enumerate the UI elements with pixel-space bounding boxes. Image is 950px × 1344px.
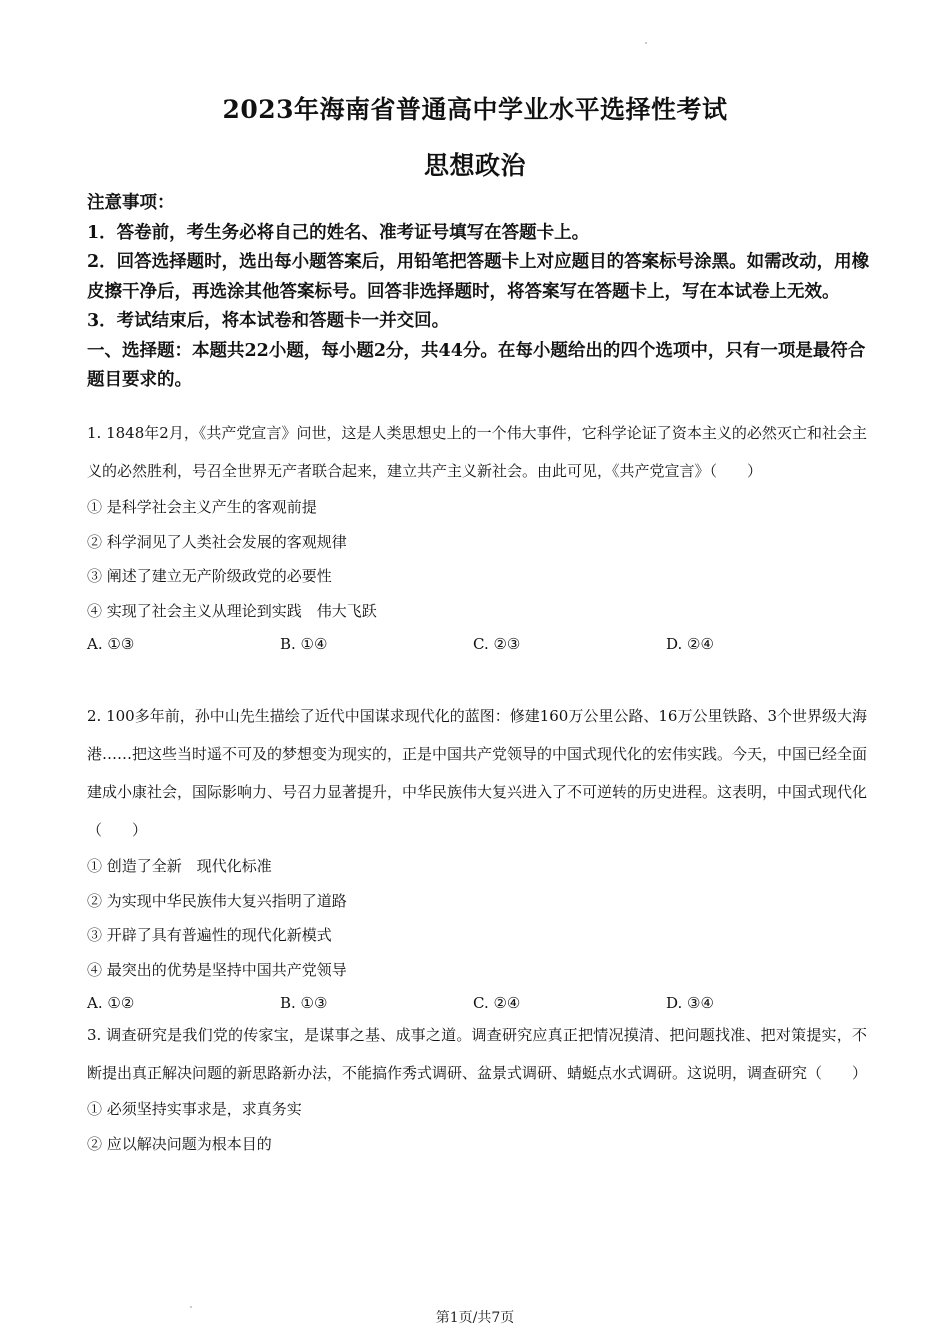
notice-item: 3．考试结束后，将本试卷和答题卡一并交回。: [87, 311, 450, 331]
scan-speck: [645, 42, 647, 44]
question-3: [87, 1016, 867, 1161]
section-heading: 一、选择题：本题共22小题，每小题2分，共44分。在每小题给出的四个选项中，只有一项是最符合题目要求的。: [87, 340, 866, 390]
subject-title: 思想政治: [423, 151, 526, 180]
notice-item: 2．回答选择题时，选出每小题答案后，用铅笔把答题卡上对应题目的答案标号涂黑。如需改动，用橡皮擦干净后，再选涂其他答案标号。回答非选择题时，将答案写在答题卡上，写在本试卷上无效。: [87, 252, 870, 302]
question-stem: 1. 1848年2月，《共产党宣言》问世，这是人类思想史上的一个伟大事件，它科学论证了资本主义的必然灭亡和社会主义的必然胜利，号召全世界无产者联合起来，建立共产主义新社会。由此可见，《共产党宣言》（ ）: [87, 424, 867, 480]
choice-d: D. ③④: [666, 994, 714, 1012]
choice-c: C. ②④: [473, 994, 521, 1012]
question-option: ② 应以解决问题为根本目的: [87, 1134, 272, 1153]
question-option: ③ 阐述了建立无产阶级政党的必要性: [87, 567, 332, 585]
question-option: ④ 实现了社会主义从理论到实践 伟大飞跃: [87, 601, 377, 620]
question-option: ④ 最突出的优势是坚持中国共产党领导: [87, 960, 347, 979]
choice-d: D. ②④: [666, 635, 714, 653]
question-option: ② 科学洞见了人类社会发展的客观规律: [87, 532, 347, 551]
question-option: ① 必须坚持实事求是，求真务实: [87, 1100, 302, 1118]
question-2: [87, 697, 867, 1019]
page-number: 第1页/共7页: [435, 1310, 515, 1326]
answer-choices: [87, 987, 867, 1019]
answer-choices: [87, 628, 867, 660]
question-option: ③ 开辟了具有普遍性的现代化新模式: [87, 926, 332, 944]
notice-heading: 注意事项：: [87, 193, 175, 213]
notice-item: 1．答卷前，考生务必将自己的姓名、准考证号填写在答题卡上。: [87, 222, 590, 243]
choice-a: A. ①②: [87, 994, 135, 1012]
question-option: ② 为实现中华民族伟大复兴指明了道路: [87, 891, 347, 910]
choice-b: B. ①④: [280, 635, 328, 653]
question-stem: 3. 调查研究是我们党的传家宝，是谋事之基、成事之道。调查研究应真正把情况摸清、把问题找准、把对策提实，不断提出真正解决问题的新思路新办法，不能搞作秀式调研、盆景式调研、蜻蜓点水式调研。这说明，调查研究（ ）: [87, 1026, 868, 1082]
question-stem: 2. 100多年前，孙中山先生描绘了近代中国谋求现代化的蓝图：修建160万公里公路、16万公里铁路、3个世界级大海港……把这些当时遥不可及的梦想变为现实的，正是中国共产党领导的中国式现代化的宏伟实践。今天，中国已经全面建成小康社会，国际影响力、号召力显著提升，中华民族伟大复兴进入了不可逆转的历史进程。这表明，中国式现代化（ ）: [87, 707, 868, 839]
exam-title: 2023年海南省普通高中学业水平选择性考试: [222, 95, 728, 124]
question-1: [87, 414, 867, 660]
choice-c: C. ②③: [473, 635, 521, 653]
choice-b: B. ①③: [280, 994, 328, 1012]
notice-block: [87, 189, 877, 396]
choice-a: A. ①③: [87, 635, 135, 653]
question-option: ① 创造了全新 现代化标准: [87, 857, 272, 875]
question-option: ① 是科学社会主义产生的客观前提: [87, 498, 317, 516]
